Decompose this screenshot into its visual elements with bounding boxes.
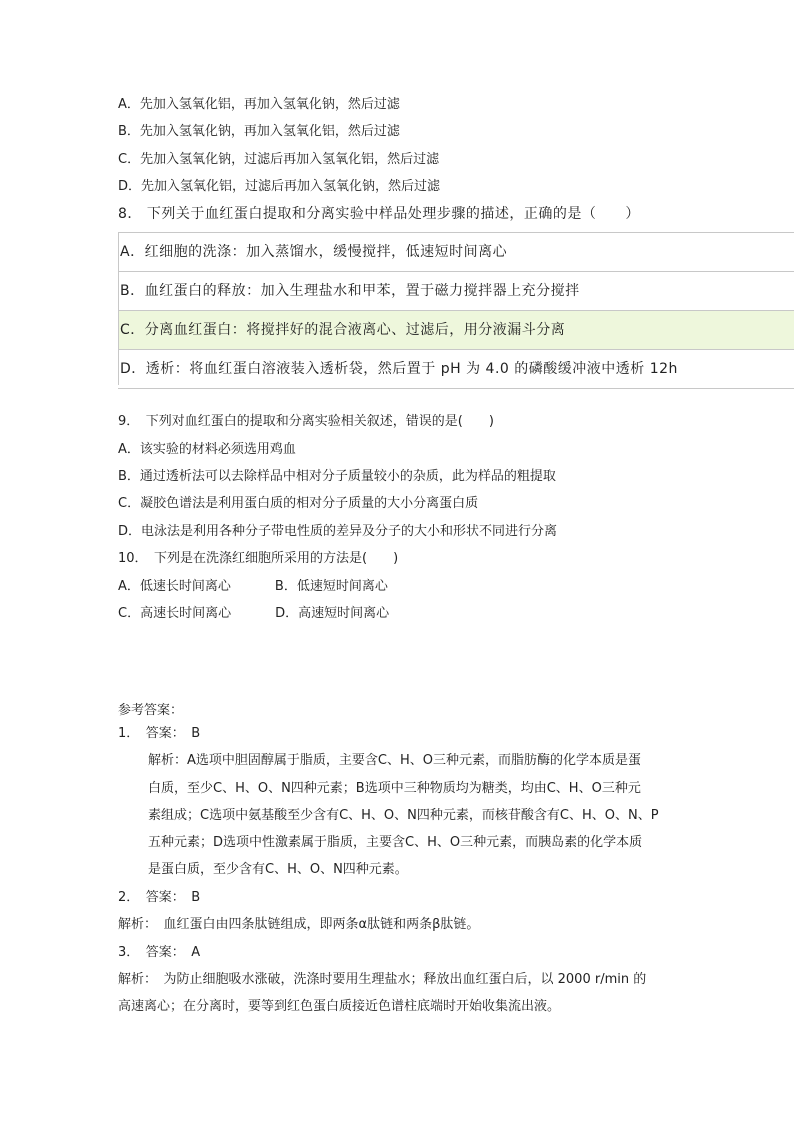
q9-option-a: A．该实验的材料必须选用鸡血	[118, 442, 296, 457]
q10-options-row-1	[118, 578, 388, 596]
q9-stem: 9． 下列对血红蛋白的提取和分离实验相关叙述，错误的是( )	[118, 414, 494, 429]
q9-option-d: D．电泳法是利用各种分子带电性质的差异及分子的大小和形状不同进行分离	[118, 524, 558, 539]
answer-1-line: 素组成；C选项中氨基酸至少含有C、H、O、N四种元素，而核苷酸含有C、H、O、N、P	[148, 808, 659, 823]
answer-1-label: 1． 答案： B	[118, 726, 201, 741]
answer-1-line: 五种元素；D选项中性激素属于脂质，主要含C、H、O三种元素，而胰岛素的化学本质	[148, 835, 643, 850]
q9-option-b: B．通过透析法可以去除样品中相对分子质量较小的杂质，此为样品的粗提取	[118, 469, 556, 484]
q8-option-c: C．分离血红蛋白：将搅拌好的混合液离心、过滤后，用分液漏斗分离	[118, 310, 794, 349]
q8-option-d: D．透析：将血红蛋白溶液装入透析袋，然后置于 pH 为 4.0 的磷酸缓冲液中透析 12h	[118, 349, 794, 389]
answer-3-line: 高速离心；在分离时，要等到红色蛋白质接近色谱柱底端时开始收集流出液。	[118, 999, 561, 1014]
answer-1-line: 是蛋白质，至少含有C、H、O、N四种元素。	[148, 862, 408, 877]
answer-1-line: 解析：A选项中胆固醇属于脂质，主要含C、H、O三种元素，而脂肪酶的化学本质是蛋	[148, 753, 641, 768]
q10-stem: 10． 下列是在洗涤红细胞所采用的方法是( )	[118, 551, 399, 566]
q8-option-a: A．红细胞的洗涤：加入蒸馏水，缓慢搅拌，低速短时间离心	[118, 232, 794, 271]
q7-option-d: D．先加入氢氧化铝，过滤后再加入氢氧化钠，然后过滤	[118, 179, 441, 194]
answer-1-line: 白质，至少C、H、O、N四种元素；B选项中三种物质均为糖类，均由C、H、O三种元	[148, 781, 641, 796]
q7-option-a: A．先加入氢氧化铝，再加入氢氧化钠，然后过滤	[118, 97, 400, 112]
q8-stem: 8． 下列关于血红蛋白提取和分离实验中样品处理步骤的描述，正确的是（ ）	[118, 206, 640, 222]
q7-option-c: C．先加入氢氧化钠，过滤后再加入氢氧化铝，然后过滤	[118, 152, 440, 167]
q8-options-table	[118, 232, 794, 389]
q7-option-b: B．先加入氢氧化钠，再加入氢氧化铝，然后过滤	[118, 124, 400, 139]
answers-heading: 参考答案：	[118, 703, 184, 718]
answer-2-label: 2． 答案： B	[118, 890, 201, 905]
q10-option-c: C．高速长时间离心	[118, 606, 232, 621]
answer-2-text: 解析： 血红蛋白由四条肽链组成，即两条α肽链和两条β肽链。	[118, 917, 480, 932]
q10-option-d: D．高速短时间离心	[275, 606, 390, 621]
q10-options-row-2	[118, 605, 389, 623]
q9-option-c: C．凝胶色谱法是利用蛋白质的相对分子质量的大小分离蛋白质	[118, 496, 479, 511]
q10-option-b: B．低速短时间离心	[274, 579, 388, 594]
q10-option-a: A．低速长时间离心	[118, 579, 231, 594]
q8-option-b: B．血红蛋白的释放：加入生理盐水和甲苯，置于磁力搅拌器上充分搅拌	[118, 271, 794, 310]
answer-3-label: 3． 答案： A	[118, 945, 201, 960]
answer-3-line: 解析： 为防止细胞吸水涨破，洗涤时要用生理盐水；释放出血红蛋白后，以 2000 r/min 的	[118, 972, 647, 987]
